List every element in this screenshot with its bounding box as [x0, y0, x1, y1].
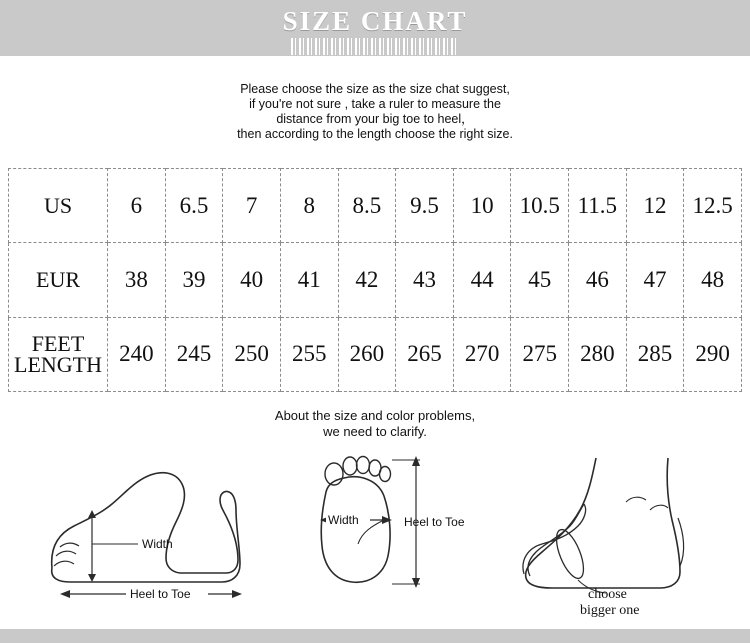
cell-us-2: 7: [223, 169, 281, 243]
cell-feet-7: 275: [511, 317, 569, 391]
cell-us-9: 12: [626, 169, 684, 243]
intro-line-4: then according to the length choose the right size.: [237, 127, 513, 141]
cell-eur-7: 45: [511, 243, 569, 317]
cell-us-7: 10.5: [511, 169, 569, 243]
cell-us-6: 10: [453, 169, 511, 243]
cell-feet-0: 240: [108, 317, 166, 391]
cell-eur-1: 39: [165, 243, 223, 317]
barcode-bars: [291, 38, 459, 55]
cell-feet-3: 255: [280, 317, 338, 391]
table-row: [9, 317, 742, 391]
cell-feet-9: 285: [626, 317, 684, 391]
cell-eur-0: 38: [108, 243, 166, 317]
intro-text: [0, 82, 750, 142]
about-line-1: About the size and color problems,: [274, 408, 476, 423]
row-label-eur: EUR: [9, 243, 108, 317]
cell-us-5: 9.5: [396, 169, 454, 243]
cell-feet-5: 265: [396, 317, 454, 391]
cell-feet-8: 280: [569, 317, 627, 391]
cell-eur-10: 48: [684, 243, 742, 317]
measurement-diagrams: [0, 448, 750, 628]
table-row: [9, 243, 742, 317]
cell-eur-5: 43: [396, 243, 454, 317]
cell-feet-2: 250: [223, 317, 281, 391]
about-text: [0, 408, 750, 440]
size-chart-table: [8, 168, 742, 392]
table-row: [9, 169, 742, 243]
cell-us-1: 6.5: [165, 169, 223, 243]
cell-feet-10: 290: [684, 317, 742, 391]
ankle-note-line-2: bigger one: [580, 603, 640, 618]
cell-eur-2: 40: [223, 243, 281, 317]
cell-feet-4: 260: [338, 317, 396, 391]
barcode-icon: [0, 38, 750, 59]
cell-us-10: 12.5: [684, 169, 742, 243]
side-foot-diagram: [30, 448, 260, 608]
row-label-feet: FEET: [31, 331, 85, 357]
cell-us-8: 11.5: [569, 169, 627, 243]
ankle-foot-diagram: [500, 448, 730, 618]
side-width-label: Width: [142, 537, 173, 551]
cell-feet-1: 245: [165, 317, 223, 391]
cell-feet-6: 270: [453, 317, 511, 391]
side-length-label: Heel to Toe: [130, 587, 191, 601]
cell-us-3: 8: [280, 169, 338, 243]
row-label-feet-length: [9, 317, 108, 391]
row-label-length: LENGTH: [14, 352, 102, 378]
cell-eur-8: 46: [569, 243, 627, 317]
size-chart-table-wrapper: [8, 168, 742, 392]
intro-line-2: if you're not sure , take a ruler to measure the: [249, 97, 501, 111]
intro-line-3: distance from your big toe to heel，: [276, 112, 474, 126]
cell-eur-4: 42: [338, 243, 396, 317]
top-width-label: Width: [328, 513, 359, 527]
cell-us-4: 8.5: [338, 169, 396, 243]
intro-line-1: Please choose the size as the size chat suggest,: [240, 82, 510, 96]
about-line-2: we need to clarify.: [323, 424, 427, 439]
top-length-label: Heel to Toe: [404, 515, 465, 529]
page-title: SIZE CHART: [282, 6, 468, 36]
row-label-us: US: [9, 169, 108, 243]
cell-eur-6: 44: [453, 243, 511, 317]
cell-eur-3: 41: [280, 243, 338, 317]
cell-eur-9: 47: [626, 243, 684, 317]
footer-band: [0, 629, 750, 643]
top-foot-diagram: [292, 448, 482, 608]
cell-us-0: 6: [108, 169, 166, 243]
ankle-note-line-1: choose: [588, 587, 627, 602]
